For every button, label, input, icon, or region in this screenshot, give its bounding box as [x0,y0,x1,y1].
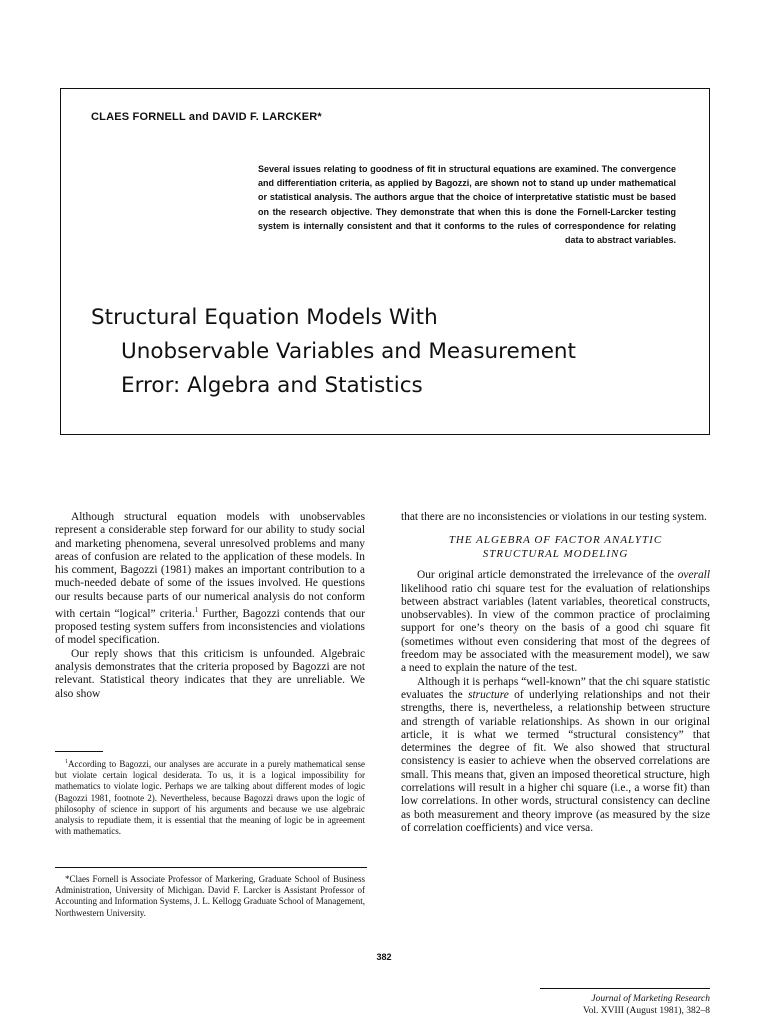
author-note: *Claes Fornell is Associate Professor of Markering, Graduate School of Business Administration, University of Michigan. David F. Larcker is Assistant Professor of Accounting and Information Systems, J. L. Kellogg Graduate School of Management, Northwestern University. [55,874,365,918]
journal-name: Journal of Marketing Research [591,994,710,1004]
footnote-ref-1: 1 [194,606,199,615]
right-paragraph-1 [401,569,710,675]
right-p1-em: overall [677,569,710,582]
header-box [60,88,710,435]
right-paragraph-0: that there are no inconsistencies or violations in our testing system. [401,511,707,523]
journal-citation [540,994,710,1017]
article-title [91,301,691,403]
right-p2-em: structure [468,688,509,701]
left-p1-text: Although structural equation models with unobservables represent a considerable step forward for our ability to study social and marketing phenomena, several unresolved problems and many areas of confusion are related to the application of these models. In his comment, Bagozzi (1981) makes an important contribution to a much-needed debate of some of the issues involved. He questions our results because parts of our numerical analysis do not conform with certain “logical” criteria. [55,511,365,620]
right-column [401,511,710,835]
left-column [55,511,365,701]
right-p2-b: of underlying relationships and not their strengths, there is, nevertheless, a relationship between structure and strength of variable relationships. As shown in our original article, it is what we termed “structural consistency” that determines the degree of fit. We also showed that structural consistency is easier to achieve when the observed correlations are small. This means that, given an imposed theoretical structure, high correlations will result in a higher chi square (i.e., a worse fit) than low correlations. In other words, structural consistency can decline as both measurement and theory improve (as measured by the size of correlation coefficients) and vice versa. [401,688,710,834]
left-paragraph-1 [55,511,365,648]
author-note-rule [55,867,367,868]
section-heading [401,534,710,561]
abstract: Several issues relating to goodness of fit in structural equations are examined. The convergence and differentiation criteria, as applied by Bagozzi, are shown not to stand up under mathematical or statistical analysis. The authors argue that the choice of interpretative statistic must be based on the research objective. They demonstrate that when this is done the Fornell-Larcker testing system is internally consistent and that it conforms to the rules of correspondence for relating data to abstract variables. [258,164,676,246]
page-number: 382 [376,952,392,962]
title-line-3: Error: Algebra and Statistics [121,373,423,398]
footnote-1-text: According to Bagozzi, our analyses are accurate in a purely mathematical sense but violate certain logical desiderata. To us, it is a logical impossibility for mathematics to violate logic. Perhaps we are talking about different modes of logic (Bagozzi 1981, footnote 2). Nevertheless, because Bagozzi draws upon the logic of philosophy of science in support of his arguments and because we use algebraic analysis to repudiate them, it is essential that the meaning of logic be in agreement with mathematics. [55,759,365,837]
footnote-1-mark: 1 [65,759,68,765]
authors: CLAES FORNELL and DAVID F. LARCKER* [91,111,322,123]
journal-rule [540,988,710,989]
left-p1-tail: Further, Bagozzi contends that our proposed testing system suffers from inconsistencies and violations of model specification. [55,607,365,647]
right-p1-a: Our original article demonstrated the irrelevance of the [417,569,678,582]
right-paragraph-2 [401,676,710,836]
title-line-2: Unobservable Variables and Measurement [121,339,576,364]
title-line-1: Structural Equation Models With [91,305,438,330]
section-heading-line-1: THE ALGEBRA OF FACTOR ANALYTIC [448,534,663,547]
section-heading-line-2: STRUCTURAL MODELING [482,547,629,560]
footnote-1 [55,757,365,837]
journal-volume: Vol. XVIII (August 1981), 382–8 [582,1005,710,1016]
footnote-rule [55,751,103,752]
right-p2-a: Although it is perhaps “well-known” that the chi square statistic evaluates the [401,675,710,701]
right-p1-b: likelihood ratio chi square test for the evaluation of relationships between abstract variables (latent variables, theoretical constructs, unobservables). In view of the common practice of proclaiming support for one’s theory on the basis of a good chi square fit (sometimes without even considering that most of the degrees of freedom may be associated with the measurement model), we saw a need to explain the nature of the test. [401,582,710,675]
left-paragraph-2: Our reply shows that this criticism is unfounded. Algebraic analysis demonstrates that the criteria proposed by Bagozzi are not relevant. Statistical theory indicates that they are unreliable. We also show [55,647,365,700]
